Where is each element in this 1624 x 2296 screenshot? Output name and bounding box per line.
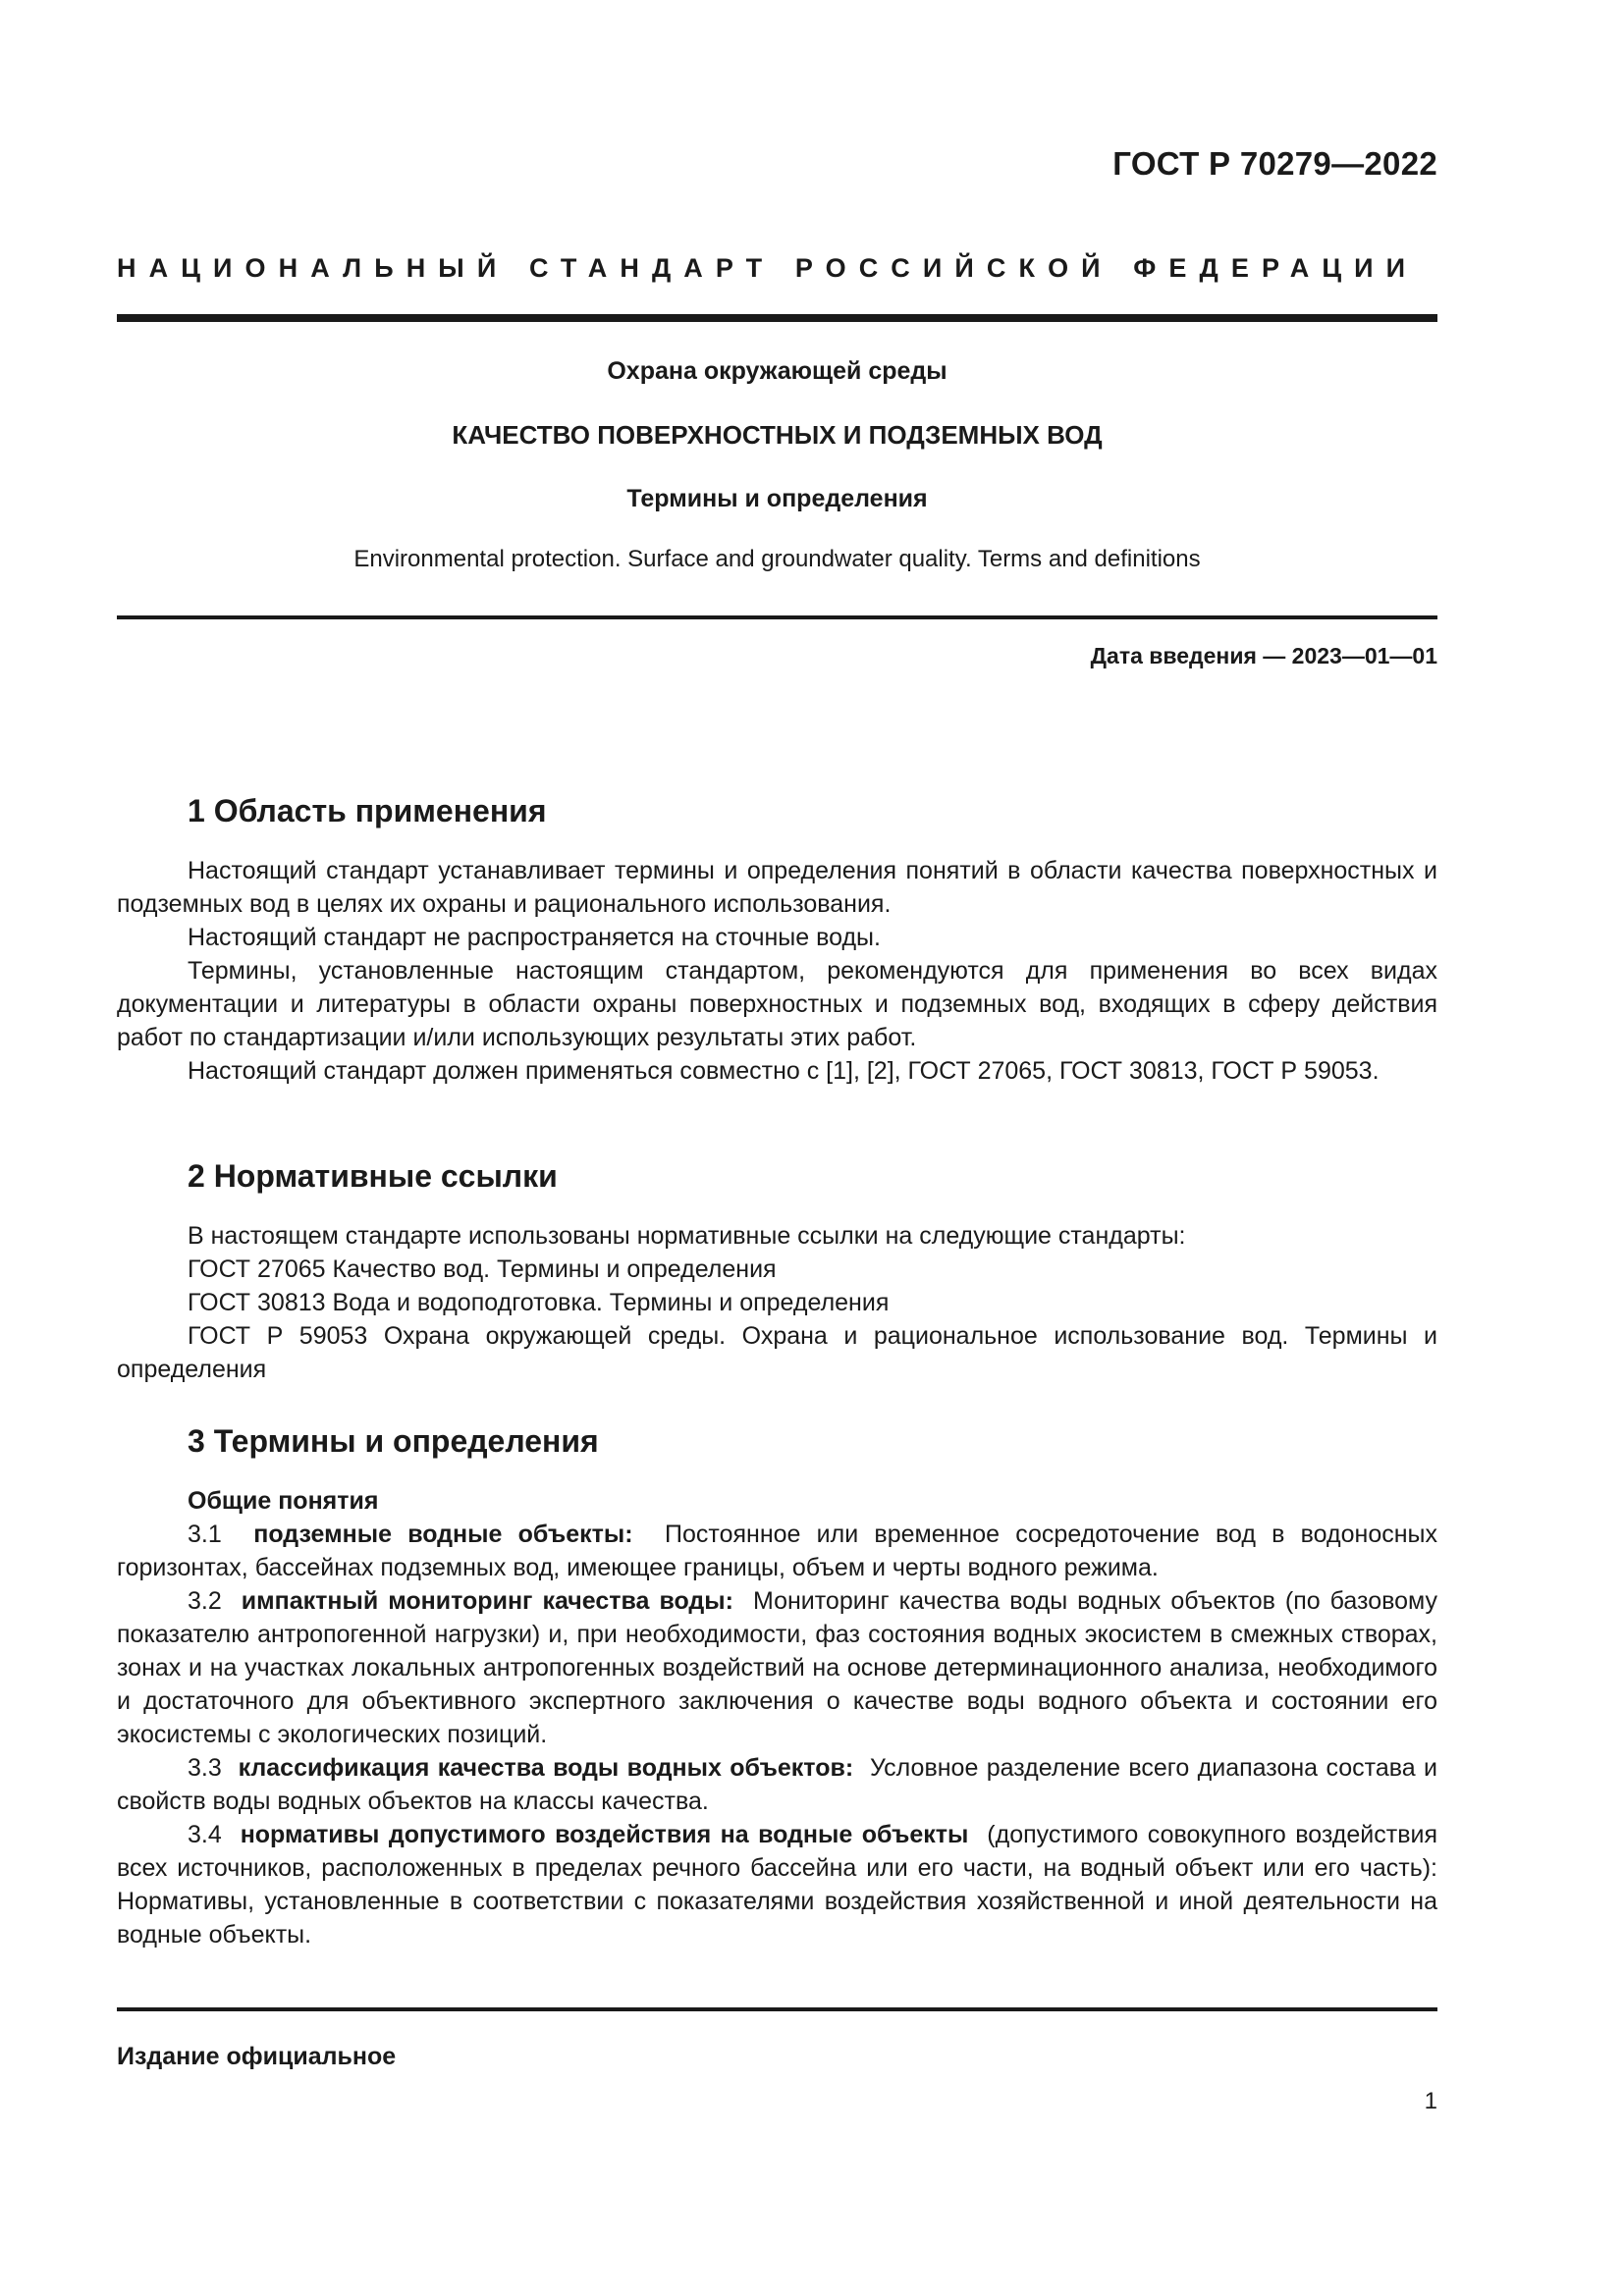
term-definition: (допустимого совокупного воздействия всех источников, расположенных в пределах речного бассейна или его части, на водный объект или его часть): Нормативы, установленные в соответствии с показателями воздействия хозяйственной и иной деятельности на водные объекты.: [117, 1821, 1437, 1949]
term-number: 3.2: [188, 1587, 222, 1615]
title-rule: [117, 615, 1437, 619]
section-2-heading: 2 Нормативные ссылки: [188, 1158, 558, 1194]
term-number: 3.4: [188, 1821, 222, 1848]
term-number: 3.1: [188, 1521, 222, 1548]
reference-gost-27065: ГОСТ 27065 Качество вод. Термины и определения: [188, 1255, 777, 1283]
section-1-heading: 1 Область применения: [188, 793, 547, 828]
section-1-paragraph-4: Настоящий стандарт должен применяться совместно с [1], [2], ГОСТ 27065, ГОСТ 30813, ГОСТ Р 59053.: [188, 1057, 1380, 1085]
section-2-intro: В настоящем стандарте использованы нормативные ссылки на следующие стандарты:: [188, 1222, 1186, 1250]
subject-title: Охрана окружающей среды: [607, 357, 947, 385]
term-definition: Постоянное или временное сосредоточение вод в водоносных горизонтах, бассейнах подземных вод, имеющее границы, объем и черты водного режима.: [117, 1521, 1437, 1581]
page-number: 1: [1424, 2088, 1437, 2114]
reference-gost-r-59053: ГОСТ Р 59053 Охрана окружающей среды. Охрана и рациональное использование вод. Термины и определения: [117, 1322, 1437, 1383]
general-concepts-subheading: Общие понятия: [188, 1487, 379, 1515]
subtitle: Термины и определения: [626, 485, 928, 512]
english-title: Environmental protection. Surface and groundwater quality. Terms and definitions: [353, 546, 1201, 572]
main-title: КАЧЕСТВО ПОВЕРХНОСТНЫХ И ПОДЗЕМНЫХ ВОД: [452, 420, 1103, 450]
reference-gost-30813: ГОСТ 30813 Вода и водоподготовка. Термины и определения: [188, 1289, 890, 1316]
header-rule: [117, 314, 1437, 322]
term-entry: [117, 1518, 1437, 1584]
term-number: 3.3: [188, 1754, 222, 1782]
national-standard-title: НАЦИОНАЛЬНЫЙ СТАНДАРТ РОССИЙСКОЙ ФЕДЕРАЦИИ: [117, 253, 1419, 283]
term-entry: [117, 1818, 1437, 1951]
section-3-heading: 3 Термины и определения: [188, 1423, 599, 1459]
official-edition-label: Издание официальное: [117, 2043, 397, 2070]
term-entry: [117, 1751, 1437, 1818]
footer-rule: [117, 2007, 1437, 2011]
term-definition: Условное разделение всего диапазона состава и свойств воды водных объектов на классы качества.: [117, 1754, 1437, 1815]
gost-number: ГОСТ Р 70279—2022: [1112, 145, 1437, 182]
term-name: подземные водные объекты:: [253, 1521, 633, 1548]
term-name: импактный мониторинг качества воды:: [241, 1587, 733, 1615]
section-1-paragraph-3: Термины, установленные настоящим стандартом, рекомендуются для применения во всех видах документации и литературы в области охраны поверхностных и подземных вод, входящих в сферу действия работ по стандартизации и/или использующих результаты этих работ.: [117, 957, 1437, 1051]
section-1-paragraph-1: Настоящий стандарт устанавливает термины и определения понятий в области качества поверхностных и подземных вод в целях их охраны и рационального использования.: [117, 857, 1437, 918]
introduction-date: Дата введения — 2023—01—01: [1090, 643, 1437, 668]
term-definition: Мониторинг качества воды водных объектов (по базовому показателю антропогенной нагрузки) и, при необходимости, фаз состояния водных экосистем в смежных створах, зонах и на участках локальных антропогенных воздействий на основе детерминационного анализа, необходимого и достаточного для объективного экспертного заключения о качестве воды водного объекта и состоянии его экосистемы с экологических позиций.: [117, 1587, 1437, 1748]
term-entry: [117, 1584, 1437, 1751]
term-name: классификация качества воды водных объектов:: [238, 1754, 854, 1782]
section-1-paragraph-2: Настоящий стандарт не распространяется на сточные воды.: [188, 924, 881, 951]
term-name: нормативы допустимого воздействия на водные объекты: [240, 1821, 969, 1848]
